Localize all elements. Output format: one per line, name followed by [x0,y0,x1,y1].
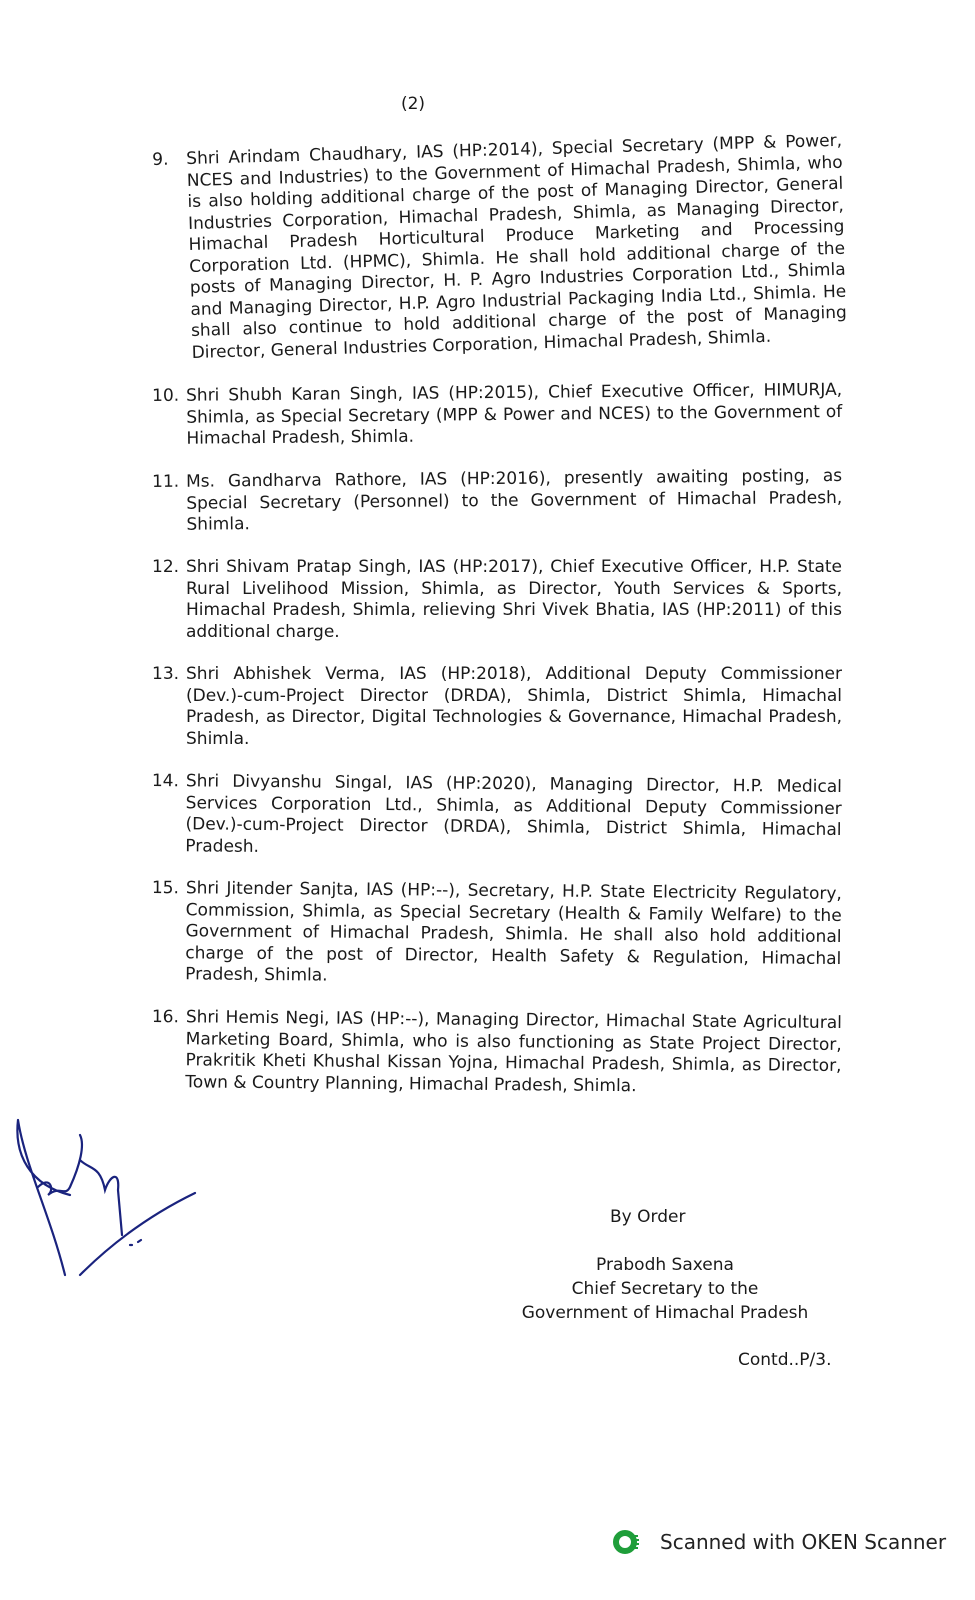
order-item [152,131,848,365]
item-number: 10. [152,385,180,406]
item-number: 12. [152,557,180,577]
item-number: 15. [151,878,180,899]
scanner-watermark [612,1528,946,1556]
signature-block [500,1205,830,1325]
signatory-designation: Chief Secretary to the [571,1279,759,1299]
item-number: 14. [151,771,180,792]
scanner-watermark-text: Scanned with OKEN Scanner [660,1530,947,1554]
page-number: (2) [400,94,426,114]
by-order-label: By Order [610,1207,686,1227]
item-text: Shri Arindam Chaudhary, IAS (HP:2014), Special Secretary (MPP & Power, NCES and Industries) to the Government of Himachal Pradesh, Shimla, who is also holding additional charge of the post of Managing Director, General Industries Corporation, Himachal Pradesh, Shimla, as Managing Director, Himachal Pradesh Horticultural Produce Marketing and Processing Corporation Ltd. (HPMC), Shimla. He shall hold additional charge of the posts of Managing Director, H. P. Agro Industries Corporation Ltd., Shimla and Managing Director, H.P. Agro Industrial Packaging India Ltd., Shimla. He shall also continue to hold additional charge of the post of Managing Director, General Industries Corporation, Himachal Pradesh, Shimla. [185,130,848,363]
item-number: 9. [152,149,169,170]
item-number: 16. [151,1006,180,1027]
order-item [152,380,843,451]
oken-scanner-logo-icon [612,1528,640,1556]
item-number: 13. [152,664,180,684]
continued-note: Contd..P/3. [738,1350,832,1370]
handwritten-signature-icon [10,1115,200,1280]
order-items-list [151,130,848,1114]
item-text: Shri Divyanshu Singal, IAS (HP:2020), Managing Director, H.P. Medical Services Corporation Ltd., Shimla, as Additional Deputy Commissioner (Dev.)-cum-Project Director (DRDA), Shimla, District Shimla, Himachal Pradesh. [185,771,842,857]
item-text: Ms. Gandharva Rathore, IAS (HP:2016), presently awaiting posting, as Special Secretary (Personnel) to the Government of Himachal Pradesh, Shimla. [185,465,843,535]
order-item [152,465,843,536]
item-text: Shri Hemis Negi, IAS (HP:--), Managing Director, Himachal State Agricultural Marketing Board, Shimla, who is also functioning as State Project Director, Prakritik Kheti Khushal Kissan Yojna, Himachal Pradesh, Shimla, as Director, Town & Country Planning, Himachal Pradesh, Shimla. [185,1006,842,1096]
item-text: Shri Shivam Pratap Singh, IAS (HP:2017), Chief Executive Officer, H.P. State Rural Livelihood Mission, Shimla, as Director, Youth Services & Sports, Himachal Pradesh, Shimla, relieving Shri Vivek Bhatia, IAS (HP:2011) of this additional charge. [186,557,842,642]
order-item [151,1007,842,1099]
order-item [151,878,842,992]
signatory-government: Government of Himachal Pradesh [521,1303,809,1323]
item-text: Shri Shubh Karan Singh, IAS (HP:2015), Chief Executive Officer, HIMURJA, Shimla, as Special Secretary (MPP & Power and NCES) to the Government of Himachal Pradesh, Shimla. [185,379,843,449]
item-number: 11. [152,471,180,492]
order-item [151,771,842,863]
item-text: Shri Abhishek Verma, IAS (HP:2018), Additional Deputy Commissioner (Dev.)-cum-Project Director (DRDA), Shimla, District Shimla, Himachal Pradesh, as Director, Digital Technologies & Governance, Himachal Pradesh, Shimla. [186,664,842,749]
order-item [152,664,842,750]
order-item [152,557,842,643]
signatory-name: Prabodh Saxena [596,1255,734,1275]
item-text: Shri Jitender Sanjta, IAS (HP:--), Secretary, H.P. State Electricity Regulatory, Commission, Shimla, as Special Secretary (Health & Family Welfare) to the Government of Himachal Pradesh, Shimla. He shall also hold additional charge of the post of Director, Health Safety & Regulation, Himachal Pradesh, Shimla. [185,878,842,986]
